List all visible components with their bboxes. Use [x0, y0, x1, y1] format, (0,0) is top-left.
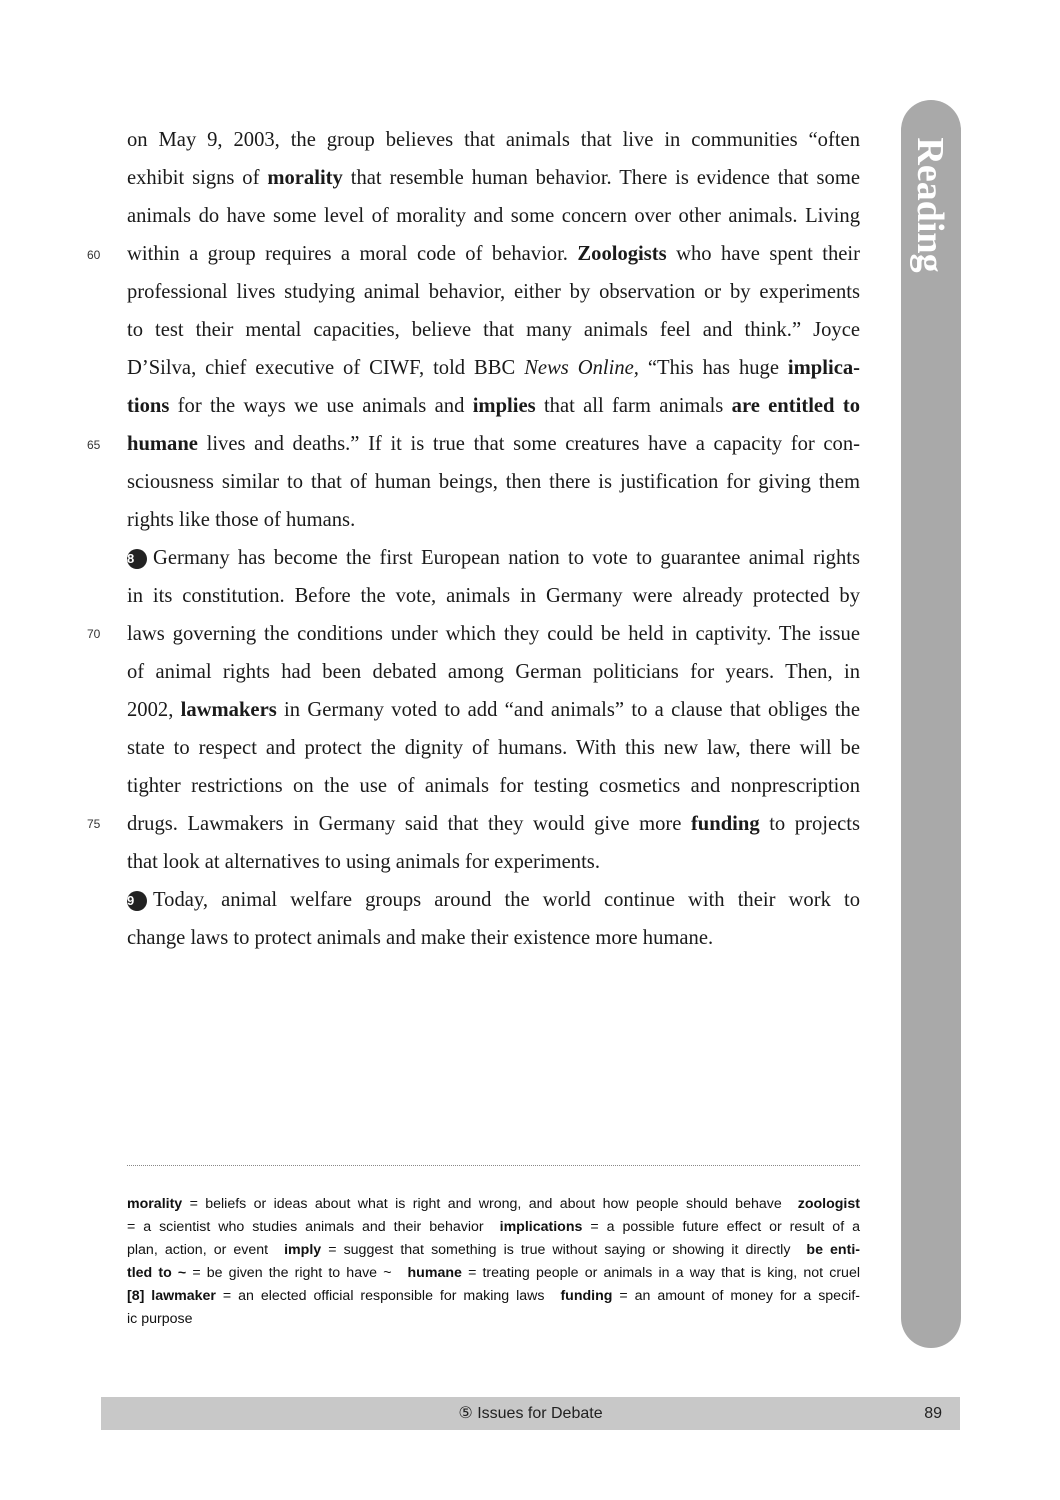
- glossary-divider: [127, 1165, 860, 1166]
- glossary-line: morality = beliefs or ideas about what is right and wrong, and about how people should behave zoologist: [127, 1196, 860, 1212]
- glossary-line: ic purpose: [127, 1311, 193, 1327]
- body-line: drugs. Lawmakers in Germany said that they would give more funding to projects: [127, 813, 860, 835]
- glossary-line: plan, action, or event imply = suggest that something is true without saying or showing it directly be enti-: [127, 1242, 860, 1258]
- body-line: animals do have some level of morality and some concern over other animals. Living: [127, 205, 860, 227]
- line-number-70: 70: [87, 627, 101, 641]
- body-line: tighter restrictions on the use of animals for testing cosmetics and nonprescription: [127, 775, 860, 797]
- body-line: exhibit signs of morality that resemble human behavior. There is evidence that some: [127, 167, 861, 189]
- body-line: within a group requires a moral code of behavior. Zoologists who have spent their: [127, 243, 860, 265]
- footer-unit-title: ⑤ Issues for Debate: [458, 1405, 603, 1422]
- paragraph-number-9: 9: [127, 891, 147, 911]
- body-line: that look at alternatives to using animals for experiments.: [127, 851, 600, 873]
- section-side-tab-label: Reading: [909, 137, 951, 273]
- vocab-zoologists: Zoologists: [577, 243, 667, 265]
- glossary-line: tled to ~ = be given the right to have ~ humane = treating people or animals in a way that is king, not cruel: [127, 1265, 860, 1281]
- body-line: change laws to protect animals and make their existence more humane.: [127, 927, 714, 949]
- body-line: state to respect and protect the dignity of humans. With this new law, there will be: [127, 737, 860, 759]
- line-number-65: 65: [87, 438, 101, 452]
- vocab-humane: humane: [127, 433, 198, 455]
- footer-bar: [101, 1397, 960, 1430]
- line-number-60: 60: [87, 248, 101, 262]
- section-side-tab: [901, 100, 961, 1348]
- line-number-75: 75: [87, 817, 101, 831]
- glossary-line: = a scientist who studies animals and their behavior implications = a possible future effect or result of a: [127, 1219, 860, 1235]
- body-line: tions for the ways we use animals and implies that all farm animals are entitled to: [127, 395, 860, 417]
- paragraph-number-8: 8: [127, 549, 147, 569]
- vocab-lawmakers: lawmakers: [180, 699, 277, 721]
- body-line: professional lives studying animal behavior, either by observation or by experiments: [127, 281, 860, 303]
- page-number: 89: [924, 1405, 942, 1422]
- body-line: 2002, lawmakers in Germany voted to add “and animals” to a clause that obliges the: [127, 699, 860, 721]
- publication-title: News Online,: [524, 357, 639, 379]
- body-line: laws governing the conditions under which they could be held in captivity. The issue: [127, 623, 860, 645]
- body-line: of animal rights had been debated among German politicians for years. Then, in: [127, 661, 860, 683]
- body-line: 9 Today, animal welfare groups around the world continue with their work to: [127, 889, 860, 911]
- body-line: D’Silva, chief executive of CIWF, told BBC News Online, “This has huge implica-: [127, 357, 860, 379]
- body-line: on May 9, 2003, the group believes that animals that live in communities “often: [127, 129, 860, 151]
- vocab-implies: implies: [472, 395, 536, 417]
- vocab-morality: morality: [267, 167, 343, 189]
- vocab-funding: funding: [690, 813, 760, 835]
- body-line: in its constitution. Before the vote, animals in Germany were already protected by: [127, 585, 860, 607]
- vocab-implications: implica-: [787, 357, 860, 379]
- body-line: humane lives and deaths.” If it is true that some creatures have a capacity for con-: [127, 433, 860, 455]
- vocab-entitled: are entitled to: [731, 395, 860, 417]
- glossary-line: [8] lawmaker = an elected official responsible for making laws funding = an amount of money for a specif-: [127, 1288, 860, 1304]
- body-line: sciousness similar to that of human beings, then there is justification for giving them: [127, 471, 860, 493]
- body-line: to test their mental capacities, believe that many animals feel and think.” Joyce: [127, 319, 860, 341]
- body-line: rights like those of humans.: [127, 509, 356, 531]
- body-line: 8 Germany has become the first European nation to vote to guarantee animal rights: [127, 547, 860, 569]
